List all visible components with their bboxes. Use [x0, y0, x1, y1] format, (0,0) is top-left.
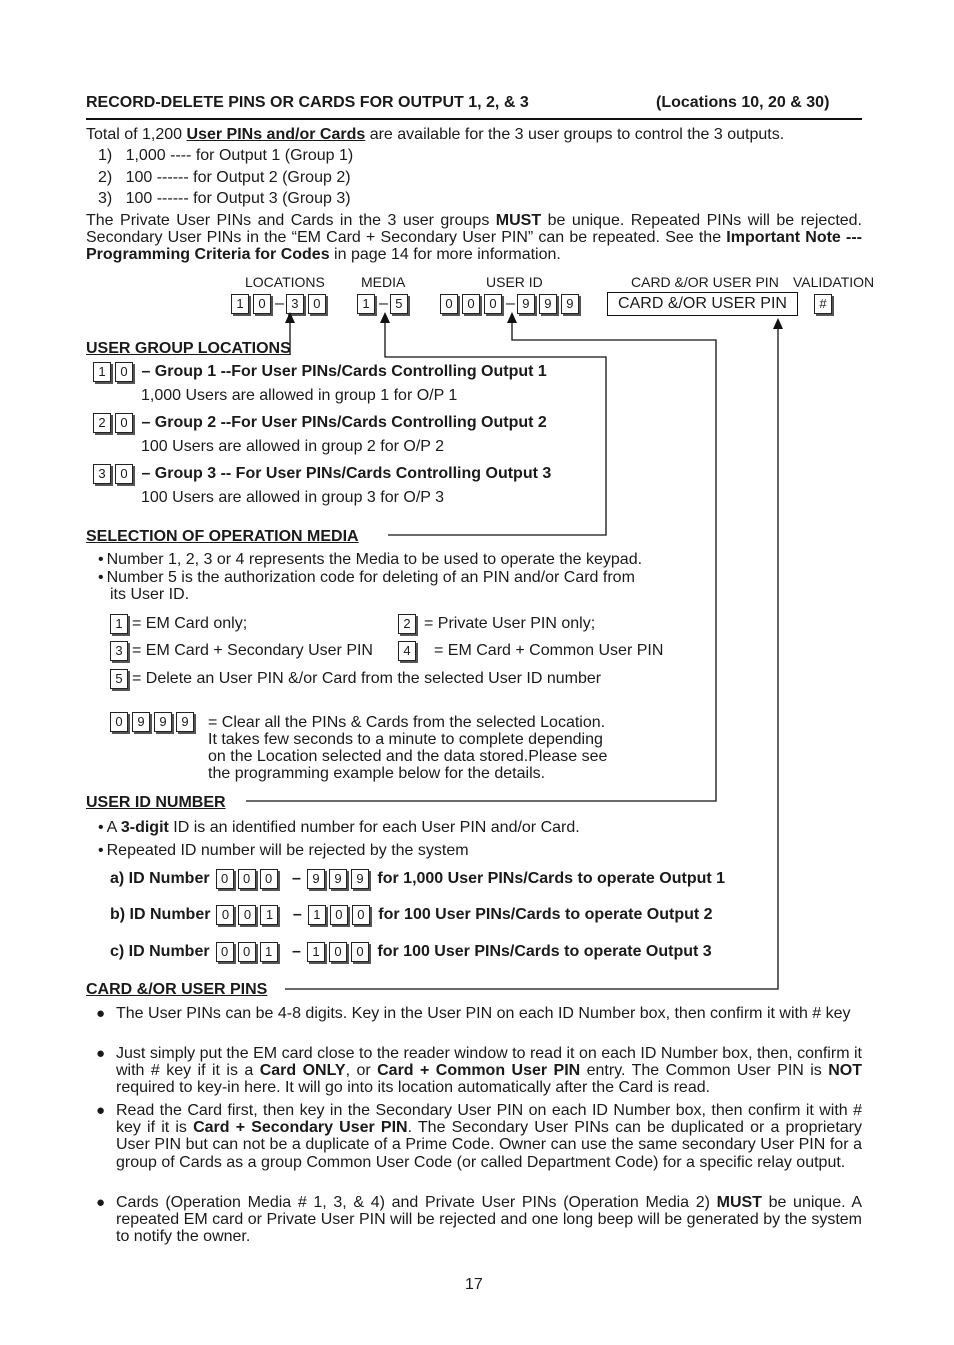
- label-validation: VALIDATION: [793, 274, 875, 290]
- key: 0: [253, 294, 271, 314]
- page-title: RECORD-DELETE PINS OR CARDS FOR OUTPUT 1, 2, & 3: [86, 94, 529, 111]
- key: 9: [561, 294, 579, 314]
- clear-text: the programming example below for the details.: [208, 765, 546, 782]
- user-id-bullet: • Repeated ID number will be rejected by the system: [98, 842, 469, 859]
- bullet-dot: ●: [96, 1102, 106, 1119]
- media-option: 1 = EM Card only;: [110, 614, 247, 634]
- key: 0: [115, 464, 133, 484]
- clear-text: on the Location selected and the data stored.Please see: [208, 748, 608, 765]
- card-pin-box: CARD &/OR USER PIN: [607, 292, 798, 316]
- key: 3: [286, 294, 304, 314]
- pins-bullet: Just simply put the EM card close to the reader window to read it on each ID Number box, then, confirm it with # key if it is a Card ONLY, or Card + Common User PIN entry. The Common User PIN is NOT required to key-in here. It will go into its location automatically after the Card is read.: [116, 1045, 863, 1096]
- list-item: 2) 100 ------ for Output 2 (Group 2): [98, 169, 351, 186]
- group-title: – Group 1 --For User PINs/Cards Controlling Output 1: [141, 363, 547, 380]
- pins-bullet: Cards (Operation Media # 1, 3, & 4) and Private User PINs (Operation Media 2) MUST be unique. A repeated EM card or Private User PIN will be rejected and one long beep will be generated by the system to notify the owner.: [116, 1194, 863, 1245]
- key: 2: [93, 413, 111, 433]
- bullet-dot: ●: [96, 1005, 106, 1022]
- media-option: 3 = EM Card + Secondary User PIN: [110, 641, 373, 661]
- key: 1: [93, 362, 111, 382]
- id-row: a) ID Number 0 0 0 – 9 9 9 for 1,000 User PINs/Cards to operate Output 1: [110, 870, 726, 887]
- user-id-keys: 0 0 0 – 9 9 9: [440, 294, 583, 314]
- bullet-dot: ●: [96, 1045, 106, 1062]
- group-desc: 100 Users are allowed in group 2 for O/P 2: [141, 438, 444, 455]
- key: 9: [517, 294, 535, 314]
- label-card-pin: CARD &/OR USER PIN: [631, 274, 779, 290]
- locations-keys: 1 0 – 3 0: [231, 294, 330, 314]
- key: 0: [115, 413, 133, 433]
- group-title: – Group 3 -- For User PINs/Cards Controlling Output 3: [141, 465, 552, 482]
- group-title: – Group 2 --For User PINs/Cards Controlling Output 2: [141, 414, 547, 431]
- intro-paragraph: The Private User PINs and Cards in the 3 user groups MUST be unique. Repeated PINs will be rejected. Secondary User PINs in the “EM Card + Secondary User PIN” can be repeated. See the Important Note --- Programming Criteria for Codes in page 14 for more information.: [86, 212, 863, 263]
- key: 1: [231, 294, 249, 314]
- key: 0: [484, 294, 502, 314]
- media-bullet: • Number 1, 2, 3 or 4 represents the Media to be used to operate the keypad.: [98, 551, 643, 568]
- key: 0: [440, 294, 458, 314]
- media-bullet-cont: its User ID.: [110, 586, 190, 603]
- key: 1: [357, 294, 375, 314]
- page-number: 17: [465, 1276, 483, 1293]
- media-option: 2 = Private User PIN only;: [398, 614, 595, 634]
- clear-text: = Clear all the PINs & Cards from the selected Location.: [208, 714, 606, 731]
- id-row: c) ID Number 0 0 1 – 1 0 0 for 100 User PINs/Cards to operate Output 3: [110, 943, 712, 960]
- key: 9: [539, 294, 557, 314]
- key: 3: [93, 464, 111, 484]
- media-option: 5 = Delete an User PIN &/or Card from the selected User ID number: [110, 669, 601, 689]
- list-item: 1) 1,000 ---- for Output 1 (Group 1): [98, 147, 354, 164]
- clear-text: It takes few seconds to a minute to complete depending: [208, 731, 603, 748]
- label-media: MEDIA: [361, 274, 406, 290]
- key: 0: [462, 294, 480, 314]
- pins-heading: CARD &/OR USER PINS: [86, 981, 268, 998]
- media-bullet: • Number 5 is the authorization code for deleting of an PIN and/or Card from: [98, 569, 635, 586]
- intro-post: are available for the 3 user groups to control the 3 outputs.: [365, 126, 785, 143]
- key: 5: [390, 294, 408, 314]
- label-locations: LOCATIONS: [245, 274, 325, 290]
- media-heading: SELECTION OF OPERATION MEDIA: [86, 528, 359, 545]
- locations-title: (Locations 10, 20 & 30): [656, 94, 830, 111]
- key: 0: [308, 294, 326, 314]
- hash-key: #: [814, 294, 832, 314]
- user-id-heading: USER ID NUMBER: [86, 794, 226, 811]
- list-item: 3) 100 ------ for Output 3 (Group 3): [98, 190, 351, 207]
- intro-user-pins-link: User PINs and/or Cards: [186, 126, 366, 143]
- id-row: b) ID Number 0 0 1 – 1 0 0 for 100 User PINs/Cards to operate Output 2: [110, 906, 713, 923]
- group-item: [93, 464, 551, 484]
- media-keys: 1 – 5: [357, 294, 412, 314]
- pins-bullet: Read the Card first, then key in the Secondary User PIN on each ID Number box, then confirm it with # key if it is Card + Secondary User PIN. The Secondary User PINs can be duplicated or a proprietary User PIN but can not be a duplicate of a Prime Code. Owner can use the same secondary User PIN for a group of Cards as a group Common User Code (or called Department Code) for a specific relay output.: [116, 1102, 863, 1171]
- bullet-dot: ●: [96, 1194, 106, 1211]
- group-desc: 100 Users are allowed in group 3 for O/P 3: [141, 489, 444, 506]
- group-item: [93, 362, 547, 382]
- group-item: [93, 413, 547, 433]
- group-locations-heading: USER GROUP LOCATIONS: [86, 340, 291, 357]
- clear-keys: 0 9 9 9: [110, 712, 198, 732]
- group-desc: 1,000 Users are allowed in group 1 for O/P 1: [141, 387, 458, 404]
- pins-bullet: The User PINs can be 4-8 digits. Key in the User PIN on each ID Number box, then confirm it with # key: [116, 1005, 851, 1022]
- user-id-bullet: • A 3-digit ID is an identified number for each User PIN and/or Card.: [98, 819, 580, 836]
- media-option: 4 = EM Card + Common User PIN: [398, 641, 663, 661]
- label-user-id: USER ID: [486, 274, 543, 290]
- key: 0: [115, 362, 133, 382]
- intro-pre: Total of 1,200: [86, 126, 187, 143]
